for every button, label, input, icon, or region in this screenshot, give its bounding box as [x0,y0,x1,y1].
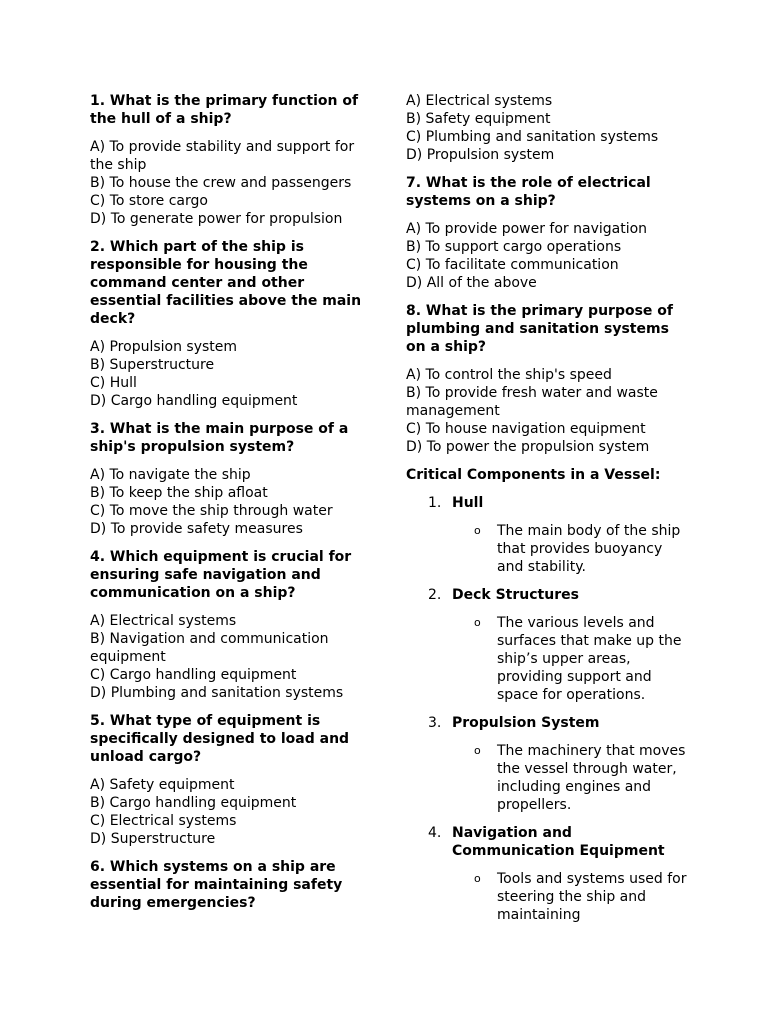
option-2c: C) Hull [90,375,137,391]
option-4c: C) Cargo handling equipment [90,667,297,683]
option-1b: B) To house the crew and passengers [90,175,352,191]
component-description-text: The machinery that moves the vessel through water, including engines and propellers. [497,743,686,813]
options-question-7 [406,220,691,292]
option-4a: A) Electrical systems [90,613,237,629]
component-navigation-communication [406,824,691,924]
component-name: Navigation and Communication Equipment [452,825,665,859]
option-5b: B) Cargo handling equipment [90,795,297,811]
option-7c: C) To facilitate communication [406,257,619,273]
option-8b: B) To provide fresh water and waste management [406,385,658,419]
question-1: 1. What is the primary function of the hull of a ship? [90,93,359,127]
component-description [406,742,691,814]
option-5c: C) Electrical systems [90,813,237,829]
component-number: 2. [428,587,442,603]
component-heading [406,824,691,860]
options-question-5 [90,776,364,848]
component-heading [406,494,691,512]
section-title-critical-components: Critical Components in a Vessel: [406,467,661,483]
option-8c: C) To house navigation equipment [406,421,646,437]
circle-bullet-icon: o [474,616,481,629]
component-description [406,870,691,924]
options-question-4 [90,612,364,702]
option-2a: A) Propulsion system [90,339,238,355]
component-name: Deck Structures [452,587,579,603]
option-8d: D) To power the propulsion system [406,439,650,455]
question-4: 4. Which equipment is crucial for ensuring safe navigation and communication on a ship? [90,549,352,601]
left-column [90,92,364,922]
circle-bullet-icon: o [474,524,481,537]
option-3b: B) To keep the ship afloat [90,485,268,501]
options-question-3 [90,466,364,538]
options-question-8 [406,366,691,456]
question-3: 3. What is the main purpose of a ship's propulsion system? [90,421,349,455]
options-question-1 [90,138,364,228]
option-1c: C) To store cargo [90,193,208,209]
component-number: 1. [428,495,442,511]
option-5d: D) Superstructure [90,831,216,847]
question-7: 7. What is the role of electrical systems on a ship? [406,175,651,209]
option-6a: A) Electrical systems [406,93,553,109]
question-5: 5. What type of equipment is specifically designed to load and unload cargo? [90,713,350,765]
option-7a: A) To provide power for navigation [406,221,648,237]
component-description [406,614,691,704]
option-2b: B) Superstructure [90,357,215,373]
component-number: 3. [428,715,442,731]
option-8a: A) To control the ship's speed [406,367,612,383]
component-hull [406,494,691,576]
option-6d: D) Propulsion system [406,147,555,163]
option-6c: C) Plumbing and sanitation systems [406,129,659,145]
component-heading [406,586,691,604]
option-3a: A) To navigate the ship [90,467,251,483]
option-5a: A) Safety equipment [90,777,235,793]
option-3d: D) To provide safety measures [90,521,303,537]
component-description-text: Tools and systems used for steering the ship and maintaining [497,871,687,923]
option-7d: D) All of the above [406,275,537,291]
component-name: Propulsion System [452,715,600,731]
option-6b: B) Safety equipment [406,111,551,127]
circle-bullet-icon: o [474,744,481,757]
option-4b: B) Navigation and communication equipment [90,631,329,665]
option-3c: C) To move the ship through water [90,503,333,519]
component-number: 4. [428,825,442,841]
option-4d: D) Plumbing and sanitation systems [90,685,344,701]
options-question-2 [90,338,364,410]
question-2: 2. Which part of the ship is responsible for housing the command center and other essential facilities above the main deck? [90,239,362,327]
component-description-text: The main body of the ship that provides buoyancy and stability. [497,523,681,575]
question-6: 6. Which systems on a ship are essential for maintaining safety during emergencies? [90,859,343,911]
component-description-text: The various levels and surfaces that make up the ship’s upper areas, providing support and space for operations. [497,615,682,703]
options-question-6 [406,92,691,164]
right-column [406,92,691,934]
component-name: Hull [452,495,484,511]
option-2d: D) Cargo handling equipment [90,393,298,409]
question-8: 8. What is the primary purpose of plumbing and sanitation systems on a ship? [406,303,673,355]
component-heading [406,714,691,732]
component-description [406,522,691,576]
circle-bullet-icon: o [474,872,481,885]
option-7b: B) To support cargo operations [406,239,622,255]
option-1a: A) To provide stability and support for the ship [90,139,355,173]
option-1d: D) To generate power for propulsion [90,211,343,227]
component-propulsion-system [406,714,691,814]
component-deck-structures [406,586,691,704]
